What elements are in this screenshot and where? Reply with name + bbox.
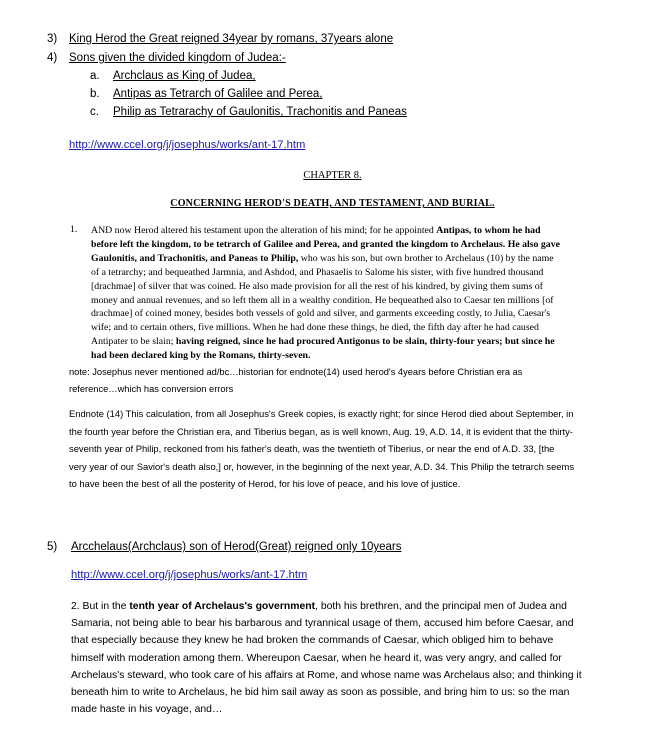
- text-line: [71, 650, 601, 667]
- text-run: wife; and to certain others, five millions. When he had done these things, he died, the fifth day after he had caused: [91, 322, 539, 334]
- chapter-title: CHAPTER 8.: [303, 170, 362, 181]
- bold-text: Gaulonitis, and Trachonitis, and Paneas to Philip,: [91, 252, 299, 264]
- text-line: very year of our Savior's death also,] or, however, in the beginning of the next year, A.D. 34. This Philip the tetrarch seems: [69, 460, 575, 472]
- text-line: [71, 615, 601, 632]
- text-line: [71, 598, 601, 615]
- subitem-c-number: c.: [90, 106, 99, 118]
- bold-text: tenth year of Archelaus's government: [129, 601, 316, 612]
- chapter-heading: CONCERNING HEROD'S DEATH, AND TESTAMENT, AND BURIAL.: [170, 198, 495, 209]
- text-run: Archelaus's steward, who took care of his affairs at Rome, and whose name was Archelaus also; and thinking it: [71, 669, 582, 681]
- text-line: [91, 294, 589, 308]
- paragraph-2: [71, 598, 601, 718]
- endnote-text: [69, 405, 599, 493]
- josephus-link-1[interactable]: http://www.ccel.org/j/josephus/works/ant-17.htm: [69, 139, 306, 151]
- text-run: that especially because they knew he had broken the commands of Caesar, which obliged him to behave: [71, 635, 554, 647]
- list-number: 3): [47, 33, 58, 45]
- note-text: [69, 364, 589, 397]
- list-item-4-text: Sons given the divided kingdom of Judea:-: [69, 52, 286, 64]
- text-line: [91, 252, 589, 266]
- list-item-3: [47, 33, 57, 45]
- bold-text: had been declared king by the Romans, thirty-seven.: [91, 350, 311, 362]
- text-line: reference…which has conversion errors: [69, 383, 234, 394]
- subitem-a-text: Archclaus as King of Judea,: [113, 70, 256, 82]
- text-line: note: Josephus never mentioned ad/bc…historian for endnote(14) used herod's 4years before Christian era as: [69, 367, 523, 377]
- text-line: seventh year of Philip, reckoned from his father's death, was the twentieth of Tiberius, or near the end of A.D. 33, [the: [69, 443, 555, 454]
- list-item-5-number: 5): [47, 541, 58, 553]
- text-line: Endnote (14) This calculation, from all Josephus's Greek copies, is exactly right; for since Herod died about September, in: [69, 408, 574, 419]
- bold-text: Antipas, to whom he had: [436, 225, 541, 236]
- text-run: beneath him to write to Archelaus, he bid him sail away as soon as possible, and bring him to us: so the man: [71, 687, 570, 699]
- list-item-3-text: King Herod the Great reigned 34year by romans, 37years alone: [69, 33, 394, 45]
- text-run: who was his son, but own brother to Archelaus (10) by the name: [298, 252, 554, 264]
- subitem-b-number: b.: [90, 88, 100, 100]
- list-item-4: [47, 52, 57, 64]
- paragraph-1: [91, 224, 589, 363]
- text-run: of a tetrarchy; and bequeathed Jarmnia, and Ashdod, and Phasaelis to Salome his sister, with five hundred thousand: [91, 266, 544, 278]
- para1-number: 1.: [70, 224, 78, 235]
- text-run: [drachmae] of silver that was coined. He also made provision for all the rest of his kindred, by giving them sums of: [91, 280, 543, 292]
- text-line: [91, 335, 589, 349]
- text-line: [91, 238, 589, 252]
- text-run: Samaria, not being able to bear his barbarous and tyrannical usage of them, accused him before Caesar, and: [71, 618, 574, 630]
- text-line: [71, 701, 601, 718]
- text-run: AND now Herod altered his testament upon the alteration of his mind; for he appointed: [91, 225, 437, 236]
- text-line: to have been the best of all the posterity of Herod, for his love of peace, and his love of justice.: [69, 478, 461, 489]
- bold-text: having reigned, since he had procured Antigonus to be slain, thirty-four years; but since he: [175, 336, 555, 348]
- text-line: [71, 632, 601, 649]
- text-line: [91, 321, 589, 335]
- text-line: [71, 684, 601, 701]
- text-run: money and annual revenues, and so left them all in a wealthy condition. He bequeathed also to Caesar ten millions [of: [91, 294, 554, 306]
- text-run: , both his brethren, and the principal men of Judea and: [315, 601, 567, 612]
- text-run: 2. But in the: [71, 601, 130, 612]
- josephus-link-2[interactable]: http://www.ccel.org/j/josephus/works/ant-17.htm: [71, 569, 308, 581]
- text-run: drachmae] of coined money, besides both vessels of gold and silver, and garments exceeding costly, to Julia, Caesar's: [91, 308, 551, 320]
- text-line: [91, 224, 589, 238]
- text-line: the fourth year before the Christian era, and Tiberius began, as is well known, Aug. 19, A.D. 14, it is evident that the thirty-: [69, 425, 573, 437]
- text-line: [91, 266, 589, 280]
- text-run: himself with moderation among them. Whereupon Caesar, when he heard it, was very angry, and called for: [71, 652, 562, 664]
- text-line: [71, 667, 601, 684]
- subitem-a-number: a.: [90, 70, 100, 82]
- text-line: [91, 349, 589, 363]
- bold-text: before left the kingdom, to be tetrarch of Galilee and Perea, and granted the kingdom to Archelaus. He also gave: [91, 238, 560, 250]
- list-item-5-text: Arcchelaus(Archclaus) son of Herod(Great) reigned only 10years: [71, 541, 402, 553]
- subitem-c-text: Philip as Tetrarachy of Gaulonitis, Trachonitis and Paneas: [113, 106, 407, 118]
- text-line: [91, 307, 589, 321]
- list-number: 4): [47, 52, 58, 64]
- text-line: [91, 280, 589, 294]
- text-run: made haste in his voyage, and…: [71, 704, 223, 716]
- subitem-b-text: Antipas as Tetrarch of Galilee and Perea,: [113, 88, 323, 100]
- text-run: Antipater to be slain;: [91, 336, 176, 348]
